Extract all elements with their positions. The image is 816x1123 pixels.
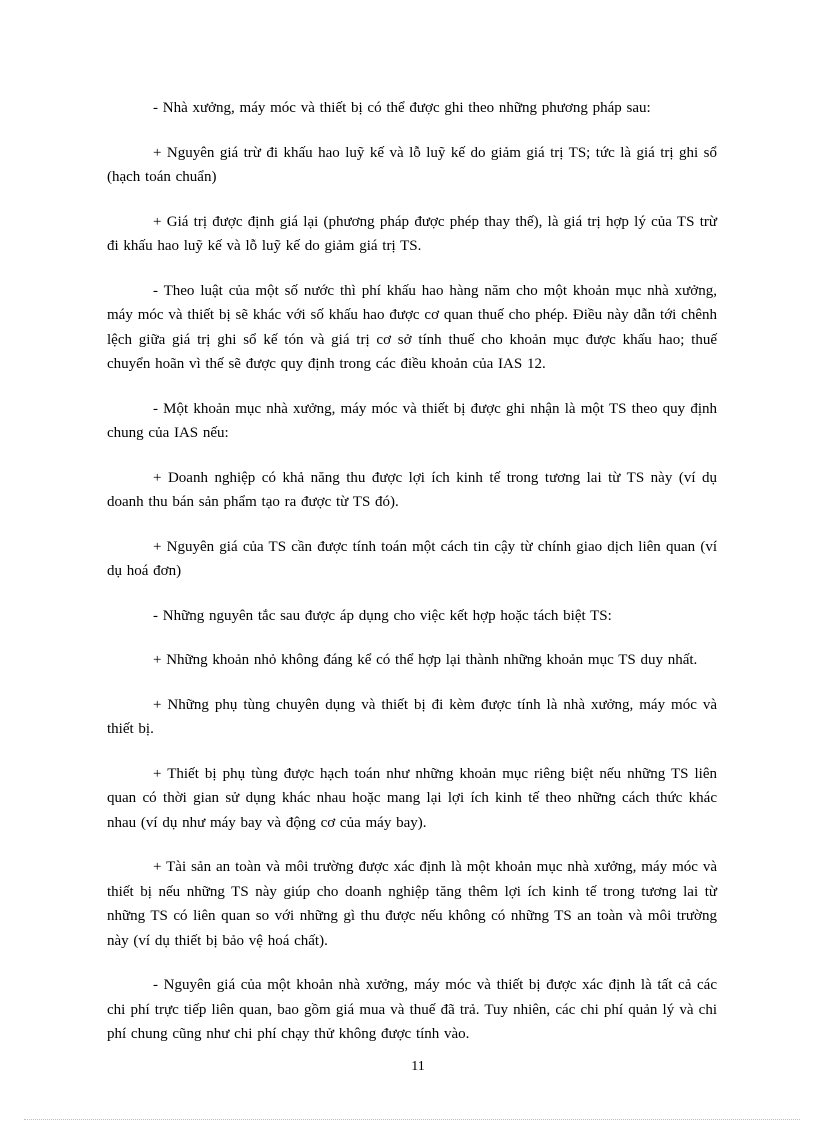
- paragraph: - Nhà xưởng, máy móc và thiết bị có thể được ghi theo những phương pháp sau:: [153, 100, 651, 116]
- paragraph: - Theo luật của một số nước thì phí khấu hao hàng năm cho một khoản mục nhà xưởng, máy móc và thiết bị sẽ khác với số khấu hao được cơ quan thuế cho phép. Điều này dẫn tới chênh lệch giữa giá trị ghi sổ kế tón và giá trị cơ sở tính thuế cho khoản mục được khấu hao; thuế chuyển hoãn vì thế sẽ được quy định trong các điều khoản của IAS 12.: [107, 282, 717, 372]
- paragraph: + Doanh nghiệp có khả năng thu được lợi ích kinh tế trong tương lai từ TS này (ví dụ doanh thu bán sản phẩm tạo ra được từ TS đó).: [107, 469, 717, 510]
- paragraph: - Những nguyên tắc sau được áp dụng cho việc kết hợp hoặc tách biệt TS:: [153, 607, 612, 624]
- paragraph: - Nguyên giá của một khoản nhà xưởng, máy móc và thiết bị được xác định là tất cả các chi phí trực tiếp liên quan, bao gồm giá mua và thuế đã trả. Tuy nhiên, các chi phí quản lý và chi phí chung cũng như chi phí chạy thử không được tính vào.: [107, 977, 717, 1042]
- paragraph: + Thiết bị phụ tùng được hạch toán như những khoản mục riêng biệt nếu những TS liên quan có thời gian sử dụng khác nhau hoặc mang lại lợi ích kinh tế theo những cách thức khác nhau (ví dụ như máy bay và động cơ của máy bay).: [107, 765, 717, 831]
- page-bottom-divider: [24, 1119, 800, 1120]
- page-number: 11: [411, 1059, 425, 1074]
- paragraph: + Giá trị được định giá lại (phương pháp được phép thay thế), là giá trị hợp lý của TS trừ đi khấu hao luỹ kế và lỗ luỹ kế do giảm giá trị TS.: [107, 213, 717, 254]
- paragraph: - Một khoản mục nhà xưởng, máy móc và thiết bị được ghi nhận là một TS theo quy định chung của IAS nếu:: [107, 400, 717, 441]
- paragraph: + Nguyên giá trừ đi khấu hao luỹ kế và lỗ luỹ kế do giảm giá trị TS; tức là giá trị ghi sổ (hạch toán chuẩn): [107, 144, 717, 185]
- paragraph: + Những phụ tùng chuyên dụng và thiết bị đi kèm được tính là nhà xưởng, máy móc và thiết bị.: [107, 696, 717, 737]
- body-text: [107, 96, 717, 1067]
- paragraph: + Những khoản nhỏ không đáng kể có thể hợp lại thành những khoản mục TS duy nhất.: [153, 652, 698, 668]
- paragraph: + Nguyên giá của TS cần được tính toán một cách tin cậy từ chính giao dịch liên quan (ví dụ hoá đơn): [107, 538, 717, 579]
- paragraph: + Tài sản an toàn và môi trường được xác định là một khoản mục nhà xưởng, máy móc và thiết bị nếu những TS này giúp cho doanh nghiệp tăng thêm lợi ích kinh tế trong tương lai từ những TS có liên quan so với những gì thu được nếu không có những TS an toàn và môi trường này (ví dụ thiết bị bảo vệ hoá chất).: [107, 859, 717, 949]
